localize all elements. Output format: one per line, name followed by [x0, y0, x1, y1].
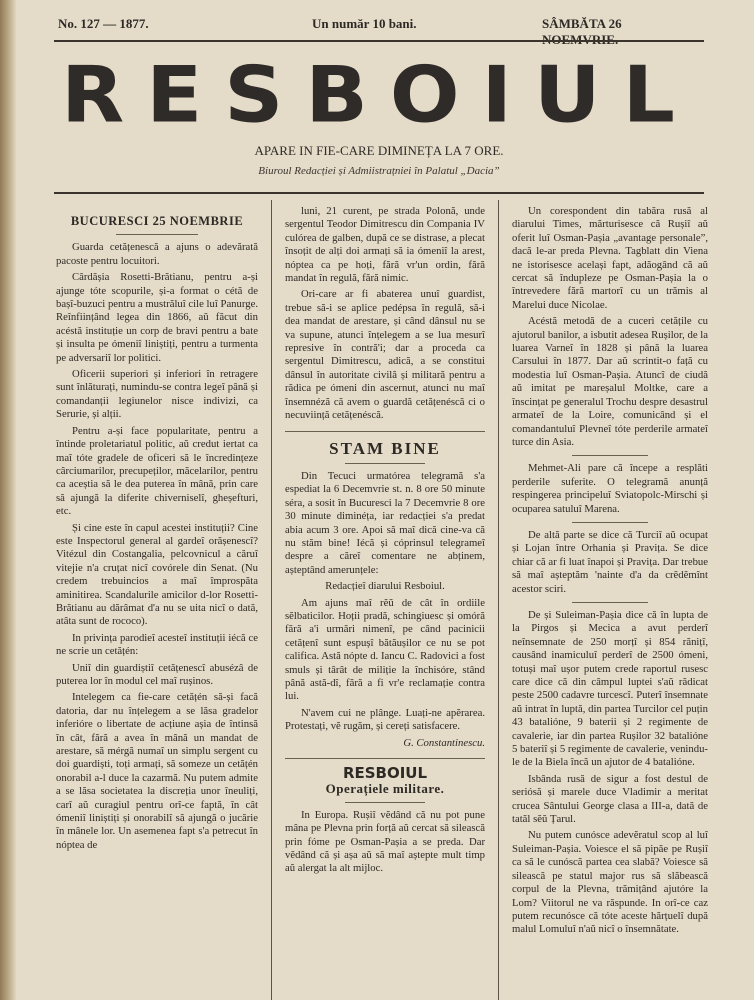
separator: [572, 522, 648, 523]
column-1: [56, 205, 258, 855]
tagline: APARE IN FIE-CARE DIMINEȚA LA 7 ORE.: [254, 143, 504, 158]
paragraph: Am ajuns maî rĕŭ de cât în ordiile sĕlbaticilor. Hoții pradă, schingiuesc și omóră fără a'i urmări nimenî, pe când pacinicii cetățenî sunt espușî bătăușilor ce nu se pot califica. Astă nópte d. Iancu C. Radovici a fost smuls și târât de miliție la închisóre, stând până astă-dî, fără a fi vr'e reclamație contra lui.: [285, 596, 485, 703]
issue-line: [54, 0, 698, 47]
paragraph: De și Suleiman-Pașia dice că în lupta de la Pirgos și Mecica a avut perderî neînsemnate de 250 morțî și 854 rănițî, causând inamiculuî perderî de 2500 ómeni, totuși maî ușor putem crede raportul rusesc care dice că din câmpul luptei s'aŭ rădicat peste 2500 cadavre turcescî. Puterî însemnate aŭ intrat în luptă, din partea Turcilor cel puțin 43 batalióne, 9 baterii și 2 regimente de cavalerie, iar din partea Rușilor 32 batalióne 5 bateriî și 5 regimente de cavalerie, venindu-le de la Biela încă un ajutor de 4 batalióne.: [512, 608, 708, 769]
separator: [285, 758, 485, 759]
paragraph: N'avem cui ne plânge. Luați-ne apĕrarea. Protestați, vĕ rugăm, și cereți satisfacere.: [285, 706, 485, 733]
article-heading: STAM BINE: [329, 438, 441, 458]
paragraph: Cârdășia Rosetti-Brătianu, pentru a-și ajunge tóte scopurile, și-a format o cétă de bașî-buzuci pentru a mustrăluî cile luî Panurge. Reînființând legea din 1866, aŭ făcut din acéstă instituție un corp de bravi pentru a bate și insulta pe ómeniî liniștiți, pentru a turmenta pe adversariî lor politici.: [56, 271, 258, 364]
paragraph: Nu putem cunósce adevĕratul scop al luî Suleiman-Pașia. Voiesce el să pipăe pe Rușiî ca să le cunóscă partea cea slabă? Voiesce să silească pe statul major rus să slăbească corpul de la Plevna, trămițând ajutóre la Lom? Viitorul ne va răspunde. In orî-ce caz putem recunósce că tóte aceste hărțuelî după malul Lomuluî n'aŭ nicî o însemnătate.: [512, 829, 708, 936]
separator: [572, 602, 648, 603]
top-rule: [54, 40, 704, 42]
article-heading: BUCURESCI 25 NOEMBRIE: [70, 214, 244, 228]
separator: [345, 463, 425, 464]
separator: [285, 431, 485, 432]
paragraph: Ori-care ar fi abaterea unuî guardist, trebue să-i se aplice pedépsa în regulă, să-i dea mandat de arestare, și când dânsul nu se va supune, atunci înțelegem a se lua mesurî represive în contră'i; dar a proceda ca sergentul Dimitrescu, adică, a se constitui dânsul în autoritate civilă și militară pentru a rădica pe ómeni din ascernut, atunci nu maî însemnéză că avem o guardă cetățenéscă ci o necuviință cetățenéscă.: [285, 288, 485, 422]
issue-date: SÂMBĂTA 26 NOEMVRIE.: [542, 16, 622, 47]
masthead-rule: [54, 192, 704, 194]
paragraph: Redacțieî diarului Resboiul.: [325, 580, 445, 593]
separator: [345, 802, 425, 803]
page-edge: [0, 0, 16, 1000]
issue-number: No. 127 — 1877.: [58, 16, 149, 31]
paragraph: In privința parodieî acesteî instituții iécă ce ne scrie un cetățén:: [56, 631, 258, 658]
paragraph: Acéstă metodă de a cuceri cetățile cu ajutorul banilor, a isbutit adesea Rușilor, de la luarea Varneî în 1828 și până la luarea Carsului în 1877. Dar aŭ scrintit-o față cu modestia luî Osman-Pașia. Atuncî de ciudă aŭ imitat pe mareșalul Moltke, care a înscințat pe generalul Trochu despre desastrul armateî de la Loire, comunicând și el comandantuluî Plevneî tóte perderile armateî turce din Asia.: [512, 315, 708, 448]
paragraph: Isbânda rusă de sigur a fost destul de seriósă și marele duce Vladimir a meritat crucea Sântului George clasa a III-a, dată de tatăl sĕŭ Țarul.: [512, 772, 708, 826]
paragraph: Un corespondent din tabăra rusă al diarului Times, mărturisesce că Rușiî aŭ oferit luî Osman-Pașia „avantage personale”, dacă le-ar preda Plevna. Tagblatt din Viena ne istorisesce același fapt, adăogând că aŭ cercat să îndupleze pe Osman-Pașia la o întrevedere fără martorî cu un trămis al Marelui duce Nicolae.: [512, 205, 708, 311]
paragraph: Oficerii superiori și inferiori în retragere sunt înlăturați, numindu-se contra legeî până și comandanții legiunelor nisce indivizi, ca Serurie, și alții.: [56, 368, 258, 421]
paragraph: De altă parte se dice că Turciî aŭ ocupat și Lojan între Orhania și Pravița. Se dice chiar că ar fi luat înapoi și Pravița. Dar trebue să maî așteptăm 'nainte d'a da crĕdĕmînt acestor sciri.: [512, 528, 708, 595]
column-2: [285, 205, 485, 879]
masthead: [54, 48, 704, 142]
paragraph: Uniî din guardiștiî cetățenescî abusézâ de puterea lor în modul cel maî rușinos.: [56, 661, 258, 687]
issue-price: Un număr 10 bani.: [312, 16, 417, 31]
column-divider: [498, 200, 499, 1000]
column-divider: [271, 200, 272, 1000]
paragraph: Intelegem ca fie-care cetățén să-și facă datoria, dar nu înțelegem a se lăsa gradelor inferióre o libertate de acțiune așia de întinsă în cât, fără a avea în mână un mandat de arestare, să mérgă numaî un simplu sergent cu doi guardiști, toți armați, să someze un cetățén onorabil a-l duce la cazarmă. Nu putem admite a se lăsa societatea la discreția unor îneuliți, carî aŭ curagiul pentru orî-ce faptă, în cât ómeniî liniștiți și onorabilî să ajungă o jucărie în mânele lor. Un asemenea fapt s'a petrecut în nóptea de: [56, 691, 258, 851]
paragraph: Din Tecuci urmatórea telegramă s'a espediat la 6 Decemvrie st. n. 8 ore 50 minute séra, a sosit în Bucuresci la 7 Decemvrie 8 ore 30 minute diminéța, iar redacției s'a predat abia acum 3 ore. Apoi să maî dică cine-va că nu stăm bine! Iécă și cóprinsul telegrameî despre a căreî comentare ne abținem, așteptând amerunțele:: [285, 469, 485, 576]
article-heading: RESBOIUL: [342, 764, 428, 783]
paragraph: luni, 21 curent, pe strada Polonă, unde sergentul Teodor Dimitrescu din Compania IV culórea de galben, după ce se distrase, a plecat însoțit de alți doi armați să ia ómeniî la arest, nóptea ca pe hoți, fără vr'un ordin, fără mandat în regulă, fără nimic.: [285, 205, 485, 285]
paragraph: Pentru a-și face popularitate, pentru a întinde proletariatul politic, aŭ credut iertat ca maî tóte gradele de oficeri să le încredințeze cârciumarilor, precupeților, măcelarilor, pentru ca aceștia să le dea puterea în mână, prin care să ajungă la diferite chiverniselî, gheșefturi, etc.: [56, 424, 258, 518]
article-subheading: Operațiele militare.: [325, 781, 445, 797]
column-3: [512, 205, 708, 940]
paragraph: Și cine este în capul acestei instituții? Cine este Inspectorul general al gardeî orășenescî? Vitézul din Costangalia, pelcovnicul a căruî vitejie n'a cruțat nicî covórele din Senat. (Nu credem trebuincios a maî împrospăta aminitirea. Scandalurile amicilor d-lor Rosetti-Brătianu au dărâmat d'a nu se uita nicî o dată, atâta sunt de rococo).: [56, 521, 258, 628]
separator: [572, 455, 648, 456]
separator: [116, 234, 198, 235]
paragraph: In Europa. Rușiî vĕdând că nu pot pune mâna pe Plevna prin forță aŭ cercat să silească prin fóme pe Osman-Pașia a se preda. Dar vĕdând că și așa aŭ să maî aștepte mult timp aŭ alergat la alt mijloc.: [285, 808, 485, 875]
signature: G. Constantinescu.: [403, 736, 485, 749]
masthead-title: RESBOIUL: [61, 49, 697, 141]
office-line: Biuroul Redacției și Admiistrațniei în Palatul „Dacia”: [258, 165, 500, 177]
paragraph: Mehmet-Ali pare că începe a resplăti perderile suferite. O telegramă anunță respingerea principeluî Sviatopolc-Mirschi și ocuparea satuluî Marena.: [512, 462, 708, 515]
paragraph: Guarda cetățenescă a ajuns o adevărată pacoste pentru locuitori.: [56, 241, 258, 267]
